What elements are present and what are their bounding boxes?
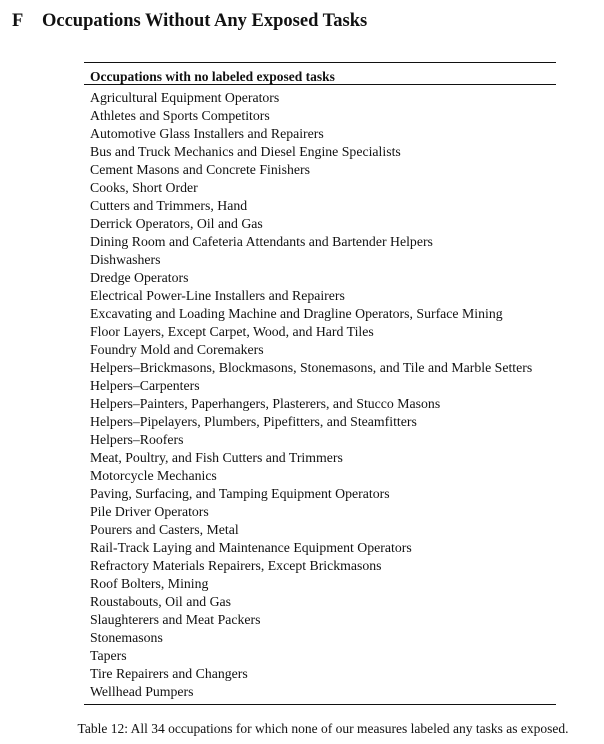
table-body — [84, 85, 556, 704]
table-row: Automotive Glass Installers and Repairers — [90, 126, 324, 141]
table-row: Refractory Materials Repairers, Except Brickmasons — [90, 558, 382, 573]
table-row: Meat, Poultry, and Fish Cutters and Trimmers — [90, 450, 343, 465]
table-row: Wellhead Pumpers — [90, 684, 194, 699]
table-row: Helpers–Painters, Paperhangers, Plasterers, and Stucco Masons — [90, 396, 441, 411]
table-row: Pile Driver Operators — [90, 504, 209, 519]
table-row: Foundry Mold and Coremakers — [90, 342, 264, 357]
table-row: Excavating and Loading Machine and Dragline Operators, Surface Mining — [90, 306, 503, 321]
table-row: Paving, Surfacing, and Tamping Equipment Operators — [90, 486, 390, 501]
occupations-table — [84, 62, 556, 705]
section-letter: F — [12, 11, 24, 31]
table-row: Athletes and Sports Competitors — [90, 108, 270, 123]
table-row: Dishwashers — [90, 252, 161, 267]
table-row: Dining Room and Cafeteria Attendants and Bartender Helpers — [90, 234, 433, 249]
table-row: Dredge Operators — [90, 270, 189, 285]
table-row: Agricultural Equipment Operators — [90, 90, 280, 105]
table-bottom-rule — [84, 704, 556, 705]
table-row: Cement Masons and Concrete Finishers — [90, 162, 310, 177]
table-caption: Table 12: All 34 occupations for which none of our measures labeled any tasks as exposed. — [77, 721, 569, 736]
table-row: Bus and Truck Mechanics and Diesel Engine Specialists — [90, 144, 401, 159]
table-row: Helpers–Carpenters — [90, 378, 200, 393]
table-row: Electrical Power-Line Installers and Repairers — [90, 288, 345, 303]
table-column-header: Occupations with no labeled exposed tasks — [90, 69, 335, 84]
table-row: Stonemasons — [90, 630, 163, 645]
table-row: Helpers–Brickmasons, Blockmasons, Stonemasons, and Tile and Marble Setters — [90, 360, 533, 375]
table-row: Cutters and Trimmers, Hand — [90, 198, 248, 213]
table-row: Tapers — [90, 648, 127, 663]
table-row: Slaughterers and Meat Packers — [90, 612, 261, 627]
table-row: Helpers–Pipelayers, Plumbers, Pipefitters, and Steamfitters — [90, 414, 417, 429]
section-title: Occupations Without Any Exposed Tasks — [42, 11, 368, 31]
table-row: Motorcycle Mechanics — [90, 468, 217, 483]
table-row: Roof Bolters, Mining — [90, 576, 209, 591]
section-heading — [12, 9, 367, 33]
table-row: Helpers–Roofers — [90, 432, 184, 447]
table-row: Rail-Track Laying and Maintenance Equipment Operators — [90, 540, 412, 555]
table-row: Derrick Operators, Oil and Gas — [90, 216, 263, 231]
table-row: Tire Repairers and Changers — [90, 666, 248, 681]
table-row: Pourers and Casters, Metal — [90, 522, 239, 537]
table-row: Floor Layers, Except Carpet, Wood, and Hard Tiles — [90, 324, 374, 339]
table-row: Cooks, Short Order — [90, 180, 198, 195]
table-row: Roustabouts, Oil and Gas — [90, 594, 232, 609]
